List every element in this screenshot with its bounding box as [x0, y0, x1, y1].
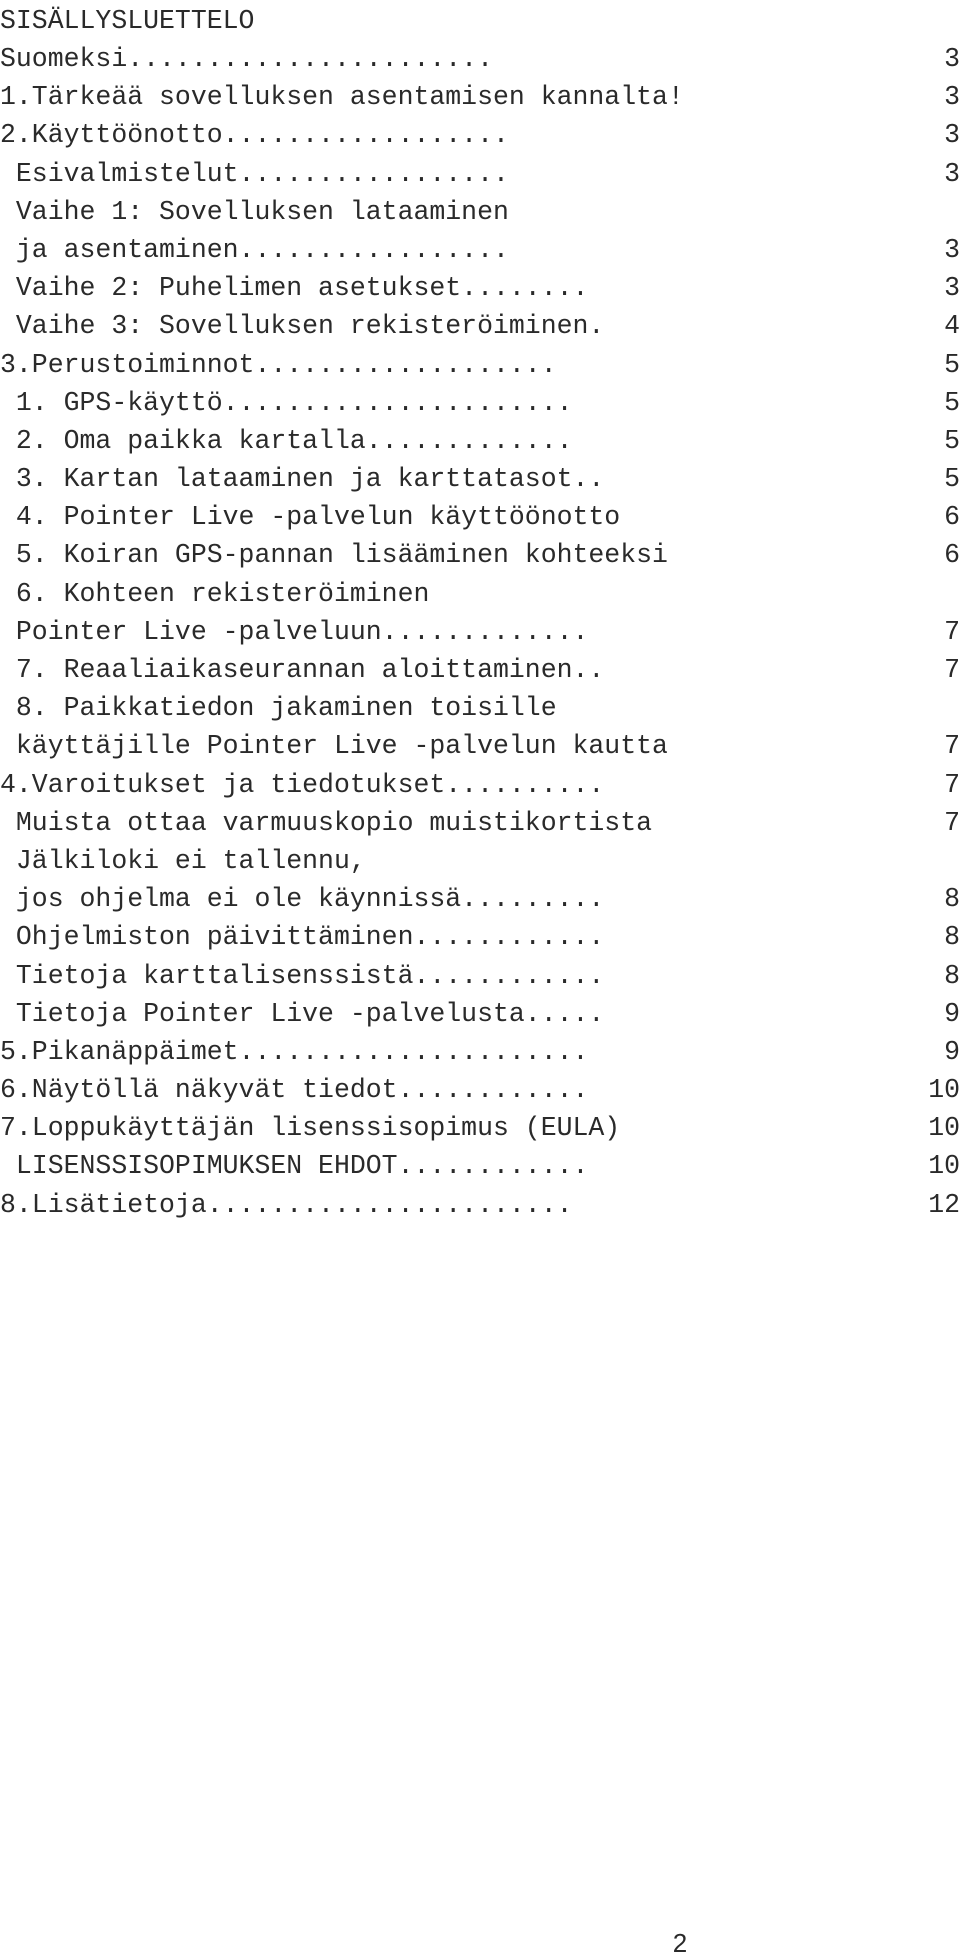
- toc-entry-text: Tietoja Pointer Live -palvelusta.....: [0, 998, 605, 1029]
- toc-entry: [0, 193, 960, 231]
- toc-entry: [0, 1186, 960, 1224]
- toc-entry-text: 6. Kohteen rekisteröiminen: [0, 578, 430, 609]
- toc-entry-text: jos ohjelma ei ole käynnissä.........: [0, 884, 605, 915]
- toc-entry-text: Jälkiloki ei tallennu,: [0, 845, 366, 876]
- toc-entries: [0, 40, 960, 1224]
- toc-entry: [0, 651, 960, 689]
- toc-entry-page: 5: [944, 349, 960, 380]
- toc-entry-text: 6.Näytöllä näkyvät tiedot............: [0, 1075, 589, 1106]
- toc-entry: [0, 842, 960, 880]
- toc-entry-page: 6: [944, 502, 960, 533]
- toc-entry: [0, 1109, 960, 1147]
- toc-entry-page: 8: [944, 922, 960, 953]
- toc-entry: [0, 957, 960, 995]
- toc-entry: [0, 727, 960, 765]
- toc-entry: [0, 766, 960, 804]
- toc-entry-text: 1.Tärkeää sovelluksen asentamisen kannalta!: [0, 82, 684, 113]
- toc-entry-text: LISENSSISOPIMUKSEN EHDOT............: [0, 1151, 589, 1182]
- toc-entry: [0, 1071, 960, 1109]
- toc-entry: [0, 804, 960, 842]
- toc-entry: [0, 575, 960, 613]
- toc-entry-page: 7: [944, 616, 960, 647]
- toc-entry: [0, 689, 960, 727]
- toc-entry-text: 1. GPS-käyttö......................: [0, 387, 573, 418]
- toc-entry-page: 9: [944, 1036, 960, 1067]
- toc-entry: [0, 155, 960, 193]
- toc-entry: [0, 498, 960, 536]
- toc-entry-page: 3: [944, 120, 960, 151]
- toc-entry-page: 8: [944, 960, 960, 991]
- toc-entry-page: 7: [944, 769, 960, 800]
- toc-entry-page: 12: [928, 1189, 960, 1220]
- toc-entry: [0, 1033, 960, 1071]
- toc-entry: [0, 231, 960, 269]
- toc-entry-text: 5. Koiran GPS-pannan lisääminen kohteeksi: [0, 540, 668, 571]
- toc-entry: [0, 918, 960, 956]
- toc-entry-page: 10: [928, 1113, 960, 1144]
- toc-entry-page: 10: [928, 1151, 960, 1182]
- toc-entry: [0, 613, 960, 651]
- toc-entry-page: 3: [944, 44, 960, 74]
- toc-entry: [0, 880, 960, 918]
- toc-entry-text: 7. Reaaliaikaseurannan aloittaminen..: [0, 655, 605, 685]
- toc-entry-text: 3. Kartan lataaminen ja karttatasot..: [0, 464, 605, 495]
- toc-entry-text: 3.Perustoiminnot...................: [0, 349, 557, 380]
- toc-entry-text: ja asentaminen.................: [0, 234, 509, 265]
- toc-entry-page: 5: [944, 387, 960, 418]
- toc-entry-text: 2. Oma paikka kartalla.............: [0, 425, 573, 456]
- page-number: 2: [672, 1928, 688, 1958]
- toc-entry-text: Vaihe 1: Sovelluksen lataaminen: [0, 196, 509, 227]
- toc-entry-text: Esivalmistelut.................: [0, 158, 509, 189]
- toc-entry-text: Tietoja karttalisenssistä............: [0, 960, 605, 991]
- toc-entry-text: Vaihe 3: Sovelluksen rekisteröiminen.: [0, 311, 605, 342]
- toc-entry-text: 4. Pointer Live -palvelun käyttöönotto: [0, 502, 621, 533]
- toc-entry-text: 7.Loppukäyttäjän lisenssisopimus (EULA): [0, 1113, 621, 1144]
- toc-entry-page: 9: [944, 998, 960, 1029]
- toc-entry-text: 8. Paikkatiedon jakaminen toisille: [0, 693, 557, 724]
- toc-entry: [0, 422, 960, 460]
- toc-entry-page: 7: [944, 655, 960, 685]
- toc-entry: [0, 384, 960, 422]
- toc-entry-text: 8.Lisätietoja.......................: [0, 1189, 573, 1220]
- toc-entry-text: 5.Pikanäppäimet......................: [0, 1036, 589, 1067]
- toc-entry-text: käyttäjille Pointer Live -palvelun kautta: [0, 731, 668, 762]
- toc-entry-page: 3: [944, 158, 960, 189]
- toc-entry-page: 3: [944, 273, 960, 304]
- toc-entry-page: 7: [944, 731, 960, 762]
- toc-entry-text: Pointer Live -palveluun.............: [0, 616, 589, 647]
- toc-entry-page: 3: [944, 234, 960, 265]
- toc-entry-text: Muista ottaa varmuuskopio muistikortista: [0, 807, 653, 838]
- toc-entry: [0, 995, 960, 1033]
- toc-entry-page: 4: [944, 311, 960, 342]
- toc-entry-text: Suomeksi.......................: [0, 44, 493, 74]
- toc-entry: [0, 40, 960, 78]
- toc-entry: [0, 346, 960, 384]
- toc-entry-page: 3: [944, 82, 960, 113]
- toc-entry: [0, 307, 960, 345]
- toc-title: SISÄLLYSLUETTELO: [0, 6, 255, 36]
- toc-entry-text: 2.Käyttöönotto..................: [0, 120, 509, 151]
- toc-entry-text: Vaihe 2: Puhelimen asetukset........: [0, 273, 589, 304]
- toc-entry-text: 4.Varoitukset ja tiedotukset..........: [0, 769, 605, 800]
- toc-entry: [0, 536, 960, 574]
- table-of-contents: [0, 2, 960, 1224]
- toc-entry: [0, 269, 960, 307]
- toc-entry-page: 6: [944, 540, 960, 571]
- toc-entry-page: 5: [944, 464, 960, 495]
- toc-entry-text: Ohjelmiston päivittäminen............: [0, 922, 605, 953]
- toc-entry: [0, 460, 960, 498]
- toc-entry: [0, 78, 960, 116]
- toc-entry-page: 7: [944, 807, 960, 838]
- toc-entry-page: 10: [928, 1075, 960, 1106]
- toc-entry-page: 5: [944, 425, 960, 456]
- toc-entry-page: 8: [944, 884, 960, 915]
- toc-entry: [0, 116, 960, 154]
- toc-entry: [0, 1147, 960, 1185]
